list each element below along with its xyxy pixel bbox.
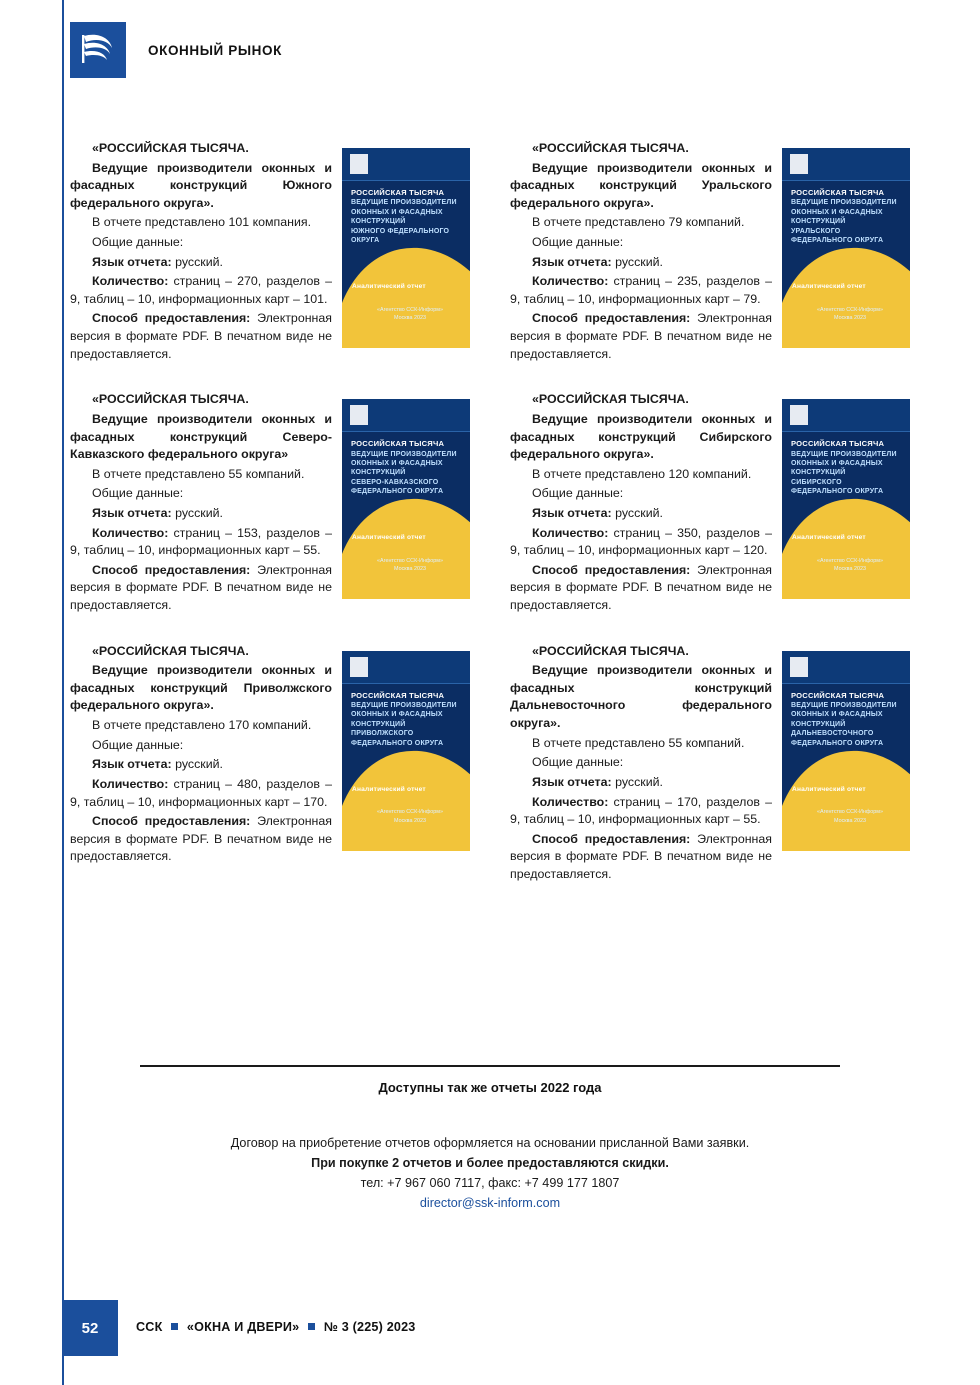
cover-agency: «Агентство ССК-Информ» Москва 2023 — [377, 558, 443, 573]
cover-line-3: ОКОННЫХ И ФАСАДНЫХ КОНСТРУКЦИЙ — [791, 711, 883, 728]
reports-row — [70, 643, 910, 886]
report-delivery-value: Электронная версия в формате PDF. В печатном виде не предоставляется. — [70, 311, 332, 361]
cover-line-2: ВЕДУЩИЕ ПРОИЗВОДИТЕЛИ — [351, 199, 457, 207]
report-general-label: Общие данные: — [532, 755, 624, 770]
cover-line-4: ЮЖНОГО ФЕДЕРАЛЬНОГО ОКРУГА — [351, 227, 450, 244]
available-reports-note: Доступны так же отчеты 2022 года — [378, 1080, 602, 1095]
report-language-value: русский. — [615, 505, 663, 520]
report-quantity-value: страниц – 480, разделов – 9, таблиц – 10, информационных карт – 170. — [70, 776, 332, 809]
report-subtitle: Ведущие производители оконных и фасадных конструкций Уральского федерального округа». — [510, 160, 772, 210]
report-general-label: Общие данные: — [92, 235, 184, 250]
report-card — [510, 643, 910, 886]
report-subtitle: Ведущие производители оконных и фасадных конструкций Приволжского федерального округа». — [70, 663, 332, 713]
report-general-label: Общие данные: — [92, 486, 184, 501]
cover-subtitle: Аналитический отчет — [792, 283, 866, 290]
report-quantity-value: страниц – 270, разделов – 9, таблиц – 10, информационных карт – 101. — [70, 274, 332, 306]
left-vertical-rule — [62, 0, 64, 1385]
report-general-label: Общие данные: — [532, 235, 624, 250]
report-title: «РОССИЙСКАЯ ТЫСЯЧА. — [532, 643, 689, 658]
cover-line-2: ВЕДУЩИЕ ПРОИЗВОДИТЕЛИ — [791, 450, 897, 458]
cover-line-2: ВЕДУЩИЕ ПРОИЗВОДИТЕЛИ — [351, 450, 457, 458]
report-title: «РОССИЙСКАЯ ТЫСЯЧА. — [92, 141, 249, 155]
cover-subtitle: Аналитический отчет — [792, 785, 866, 793]
report-delivery-value: Электронная версия в формате PDF. В печатном виде не предоставляется. — [70, 562, 332, 613]
report-quantity-label: Количество: — [92, 274, 169, 289]
report-delivery-label: Способ предоставления: — [92, 562, 251, 577]
cover-agency: «Агентство ССК-Информ» Москва 2023 — [377, 306, 443, 321]
cover-line-2: ВЕДУЩИЕ ПРОИЗВОДИТЕЛИ — [791, 199, 897, 207]
report-companies: В отчете представлено 55 компаний. — [92, 466, 305, 481]
report-quantity-label: Количество: — [92, 525, 169, 540]
report-companies: В отчете представлено 170 компаний. — [92, 718, 312, 733]
report-quantity-label: Количество: — [532, 274, 609, 289]
cover-line-2: ВЕДУЩИЕ ПРОИЗВОДИТЕЛИ — [351, 701, 457, 709]
report-subtitle: Ведущие производители оконных и фасадных конструкций Северо-Кавказского федерального округа» — [70, 411, 332, 462]
cover-line-1: РОССИЙСКАЯ ТЫСЯЧА — [791, 690, 885, 700]
report-quantity-value: страниц – 170, разделов – 9, таблиц – 10, информационных карт – 55. — [510, 794, 772, 827]
report-general-label: Общие данные: — [92, 737, 184, 752]
report-cover-image — [342, 148, 470, 348]
footer-part-2: «ОКНА И ДВЕРИ» — [186, 1320, 300, 1334]
report-delivery-value: Электронная версия в формате PDF. В печатном виде не предоставляется. — [510, 562, 772, 613]
report-companies: В отчете представлено 120 компаний. — [532, 466, 752, 481]
page-number: 52 — [62, 1300, 118, 1356]
phone-text: тел: +7 967 060 7117, факс: +7 499 177 1807 — [360, 1176, 620, 1191]
report-delivery-value: Электронная версия в формате PDF. В печатном виде не предоставляется. — [70, 814, 332, 864]
square-bullet-icon — [308, 1323, 315, 1330]
cover-line-4: ДАЛЬНЕВОСТОЧНОГО ФЕДЕРАЛЬНОГО ОКРУГА — [791, 730, 884, 747]
email-link[interactable]: director@ssk-inform.com — [419, 1196, 561, 1211]
report-quantity-value: страниц – 235, разделов – 9, таблиц – 10, информационных карт – 79. — [510, 274, 772, 306]
square-bullet-icon — [171, 1323, 178, 1330]
report-companies: В отчете представлено 101 компания. — [92, 215, 312, 230]
report-language-value: русский. — [175, 254, 223, 269]
report-language-label: Язык отчета: — [532, 505, 612, 520]
cover-line-2: ВЕДУЩИЕ ПРОИЗВОДИТЕЛИ — [791, 701, 897, 709]
cover-line-3: ОКОННЫХ И ФАСАДНЫХ КОНСТРУКЦИЙ — [351, 208, 443, 226]
report-cover-image — [342, 399, 470, 599]
report-quantity-value: страниц – 153, разделов – 9, таблиц – 10, информационных карт – 55. — [70, 525, 332, 558]
cover-line-3: ОКОННЫХ И ФАСАДНЫХ КОНСТРУКЦИЙ — [351, 711, 443, 728]
report-cover-image — [782, 651, 910, 851]
cover-agency: «Агентство ССК-Информ» Москва 2023 — [817, 558, 883, 573]
cover-line-1: РОССИЙСКАЯ ТЫСЯЧА — [791, 188, 885, 197]
cover-line-4: ПРИВОЛЖСКОГО ФЕДЕРАЛЬНОГО ОКРУГА — [351, 730, 444, 747]
report-quantity-label: Количество: — [532, 794, 609, 809]
cover-subtitle: Аналитический отчет — [352, 534, 426, 542]
cover-subtitle: Аналитический отчет — [352, 283, 426, 290]
report-card — [70, 391, 470, 616]
report-companies: В отчете представлено 55 компаний. — [532, 735, 745, 750]
report-cover-image — [782, 148, 910, 348]
cover-line-3: ОКОННЫХ И ФАСАДНЫХ КОНСТРУКЦИЙ — [791, 208, 883, 226]
cover-line-4: СЕВЕРО-КАВКАЗСКОГО ФЕДЕРАЛЬНОГО ОКРУГА — [351, 478, 444, 496]
report-title: «РОССИЙСКАЯ ТЫСЯЧА. — [532, 141, 689, 155]
report-language-label: Язык отчета: — [92, 254, 172, 269]
report-delivery-label: Способ предоставления: — [532, 562, 691, 577]
reports-row — [70, 391, 910, 616]
contract-info — [70, 1133, 910, 1214]
report-delivery-value: Электронная версия в формате PDF. В печатном виде не предоставляется. — [510, 311, 772, 361]
report-card — [70, 643, 470, 886]
ssk-logo-icon — [70, 22, 126, 78]
cover-subtitle: Аналитический отчет — [792, 534, 866, 542]
report-general-label: Общие данные: — [532, 486, 624, 501]
report-quantity-label: Количество: — [532, 525, 609, 540]
cover-agency: «Агентство ССК-Информ» Москва 2023 — [817, 809, 883, 824]
cover-line-1: РОССИЙСКАЯ ТЫСЯЧА — [351, 690, 445, 700]
report-card — [510, 140, 910, 365]
report-subtitle: Ведущие производители оконных и фасадных конструкций Дальневосточного федерального округа». — [510, 663, 772, 731]
report-delivery-label: Способ предоставления: — [532, 831, 691, 846]
report-language-label: Язык отчета: — [532, 774, 612, 789]
report-companies: В отчете представлено 79 компаний. — [532, 215, 745, 230]
report-quantity-value: страниц – 350, разделов – 9, таблиц – 10, информационных карт – 120. — [510, 525, 772, 558]
report-subtitle: Ведущие производители оконных и фасадных конструкций Южного федерального округа». — [70, 160, 332, 210]
report-language-value: русский. — [615, 774, 663, 789]
cover-line-1: РОССИЙСКАЯ ТЫСЯЧА — [351, 439, 445, 449]
report-cover-image — [342, 651, 470, 851]
report-language-value: русский. — [175, 757, 223, 772]
section-divider — [140, 1065, 840, 1067]
cover-line-1: РОССИЙСКАЯ ТЫСЯЧА — [791, 439, 885, 449]
cover-subtitle: Аналитический отчет — [352, 785, 426, 793]
reports-grid — [70, 140, 910, 912]
report-delivery-value: Электронная версия в формате PDF. В печатном виде не предоставляется. — [510, 831, 772, 881]
cover-line-4: УРАЛЬСКОГО ФЕДЕРАЛЬНОГО ОКРУГА — [791, 227, 884, 244]
cover-line-4: СИБИРСКОГО ФЕДЕРАЛЬНОГО ОКРУГА — [791, 478, 884, 496]
report-language-value: русский. — [175, 505, 223, 520]
report-quantity-label: Количество: — [92, 776, 169, 791]
footer-part-1: ССК — [136, 1320, 163, 1334]
report-card — [510, 391, 910, 616]
page-title: ОКОННЫЙ РЫНОК — [148, 42, 282, 58]
report-subtitle: Ведущие производители оконных и фасадных конструкций Сибирского федерального округа». — [510, 411, 772, 462]
page-footer-text — [136, 1320, 416, 1334]
report-delivery-label: Способ предоставления: — [92, 311, 251, 326]
report-language-label: Язык отчета: — [532, 254, 612, 269]
cover-line-3: ОКОННЫХ И ФАСАДНЫХ КОНСТРУКЦИЙ — [791, 460, 883, 477]
report-card — [70, 140, 470, 365]
report-delivery-label: Способ предоставления: — [92, 814, 251, 829]
cover-agency: «Агентство ССК-Информ» Москва 2023 — [377, 809, 443, 824]
cover-line-3: ОКОННЫХ И ФАСАДНЫХ КОНСТРУКЦИЙ — [351, 460, 443, 477]
footer-part-3: № 3 (225) 2023 — [323, 1320, 416, 1334]
report-title: «РОССИЙСКАЯ ТЫСЯЧА. — [92, 643, 249, 658]
cover-agency: «Агентство ССК-Информ» Москва 2023 — [817, 306, 883, 321]
cover-line-1: РОССИЙСКАЯ ТЫСЯЧА — [351, 188, 445, 197]
contract-text: Договор на приобретение отчетов оформляется на основании присланной Вами заявки. — [230, 1136, 750, 1150]
report-language-value: русский. — [615, 254, 663, 269]
report-cover-image — [782, 399, 910, 599]
discount-text: При покупке 2 отчетов и более предоставляются скидки. — [311, 1156, 669, 1171]
report-title: «РОССИЙСКАЯ ТЫСЯЧА. — [92, 392, 249, 407]
page-header — [70, 22, 282, 78]
report-language-label: Язык отчета: — [92, 505, 172, 520]
reports-row — [70, 140, 910, 365]
report-title: «РОССИЙСКАЯ ТЫСЯЧА. — [532, 392, 689, 407]
report-language-label: Язык отчета: — [92, 757, 172, 772]
report-delivery-label: Способ предоставления: — [532, 311, 691, 326]
